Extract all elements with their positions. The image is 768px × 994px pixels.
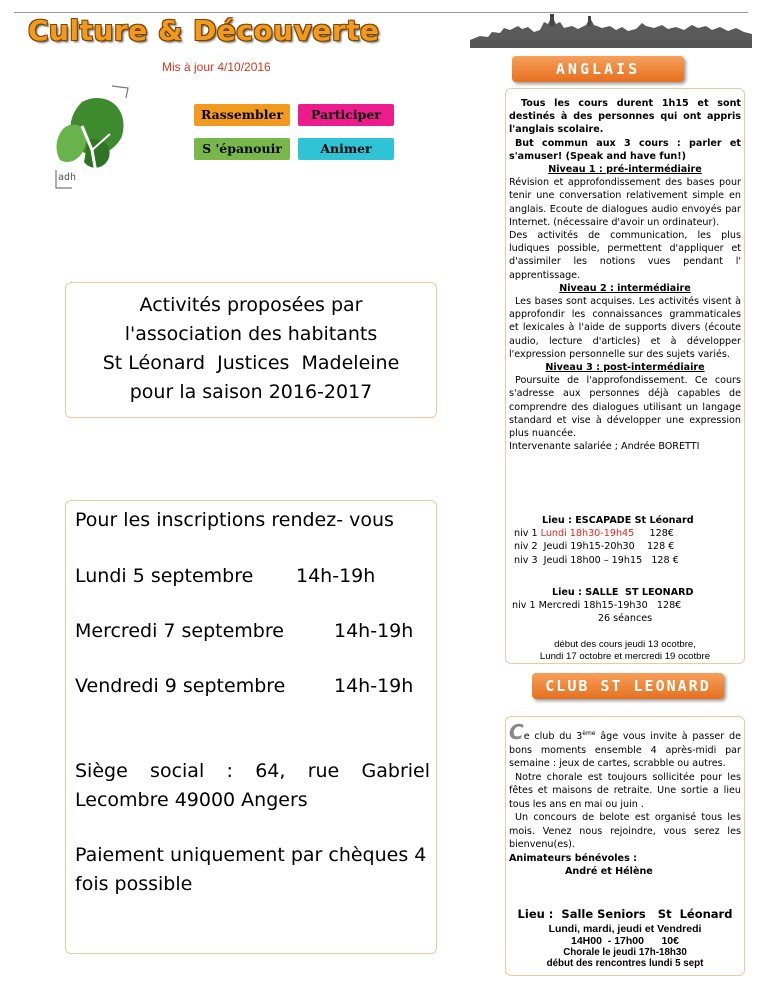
club-intro	[509, 720, 742, 771]
tag-rassembler: Rassembler	[194, 104, 290, 126]
club-horaires: 14H00 - 17h00 10€	[571, 935, 679, 947]
club-intro-a: e club du 3	[523, 731, 583, 742]
animateurs-label: Animateurs bénévoles :	[509, 852, 637, 864]
lieu-salle: Lieu : SALLE ST LEONARD	[552, 587, 694, 598]
niv2-row: niv 2 Jeudi 19h15-20h30 128 €	[514, 541, 675, 553]
city-skyline-image	[470, 10, 752, 48]
club-belote-text: Un concours de belote est organisé tous les mois. Venez nous rejoindre, vous serez les bienvenu(es).	[509, 812, 741, 850]
club-box	[505, 716, 745, 976]
siege-social: Siège social : 64, rue Gabriel Lecombre 49000 Angers	[75, 760, 430, 811]
club-lieu: Lieu : Salle Seniors St Léonard	[517, 907, 733, 921]
club-chorale-text: Notre chorale est toujours sollicitée pour les fêtes et maisons de retraite. Une sortie a lieu tous les ans en mai ou juin .	[509, 771, 741, 810]
anglais-title: ANGLAIS	[512, 56, 684, 82]
niv1-label: niv 1	[514, 528, 538, 540]
niv3-row: niv 3 Jeudi 18h00 – 19h15 128 €	[514, 554, 679, 566]
intro-box	[65, 282, 437, 418]
anglais-intro-2: But commun aux 3 cours : parler et s'amuser! (Speak and have fun!)	[509, 137, 741, 162]
inscription-day-3: Vendredi 9 septembre	[75, 675, 286, 697]
club-intro-sup: ème	[582, 729, 596, 737]
club-chorale-hours: Chorale le jeudi 17h-18h30	[563, 947, 687, 958]
logo-lettering: adh	[58, 172, 77, 183]
niv1-time: Lundi 18h30-19h45	[540, 528, 635, 540]
niv1-row	[506, 527, 744, 540]
inscription-day-1: Lundi 5 septembre	[75, 565, 254, 587]
anglais-intro: Tous les cours durent 1h15 et sont destinés à des personnes qui ont appris l'anglais scolaire.	[509, 98, 741, 136]
inscription-hours-2: 14h-19h	[334, 620, 414, 642]
debut-cours-2: Lundi 17 octobre et mercredi 19 ocotbre	[539, 651, 711, 662]
niveau-1-text-2: Des activités de communication, les plus ludiques possible, permettent d'appliquer et d'assimiler les notions vues pendant l' apprentissage.	[509, 230, 741, 281]
niveau-1-title: Niveau 1 : pré-intermédiaire	[548, 164, 702, 176]
club-jours: Lundi, mardi, jeudi et Vendredi	[548, 923, 702, 935]
club-intro-b: âge vous invite à passer de bons moments ensemble 4 après-midi par semaine : jeux de cartes, scrabble ou autres.	[509, 731, 742, 769]
update-date: Mis à jour 4/10/2016	[162, 60, 271, 74]
anglais-box	[505, 88, 745, 664]
inscription-hours-1: 14h-19h	[296, 565, 376, 587]
club-debut: début des rencontres lundi 5 sept	[546, 958, 704, 969]
niveau-2-text: Les bases sont acquises. Les activités visent à approfondir les connaissances grammaticales et lexicales à l'aide de supports divers (écoute audio, lecture d'articles) et à développer l'expression personnelle sur des sujets variés.	[509, 296, 741, 360]
intro-line-2: l'association des habitants	[124, 323, 378, 345]
inscription-day-2: Mercredi 7 septembre	[75, 620, 284, 642]
paiement-info: Paiement uniquement par chèques 4 fois possible	[75, 844, 427, 895]
tag-animer: Animer	[298, 138, 394, 160]
intro-line-4: pour la saison 2016-2017	[129, 381, 373, 403]
niveau-2-title: Niveau 2 : intermédiaire	[559, 282, 691, 294]
debut-cours-1: début des cours jeudi 13 ocotbre,	[554, 639, 696, 650]
niveau-3-text: Poursuite de l'approfondissement. Ce cours s'adresse aux personnes déjà capables de comprendre des dialogues utilisant un langage standard et vise à développer une expression plus nuancée.	[509, 375, 741, 440]
tag-participer: Participer	[298, 104, 394, 126]
animateurs-names: André et Hélène	[565, 866, 653, 877]
inscriptions-heading: Pour les inscriptions rendez- vous	[75, 509, 394, 531]
page-title: Culture & Découverte	[28, 14, 380, 47]
intro-line-1: Activités proposées par	[139, 294, 363, 316]
seances: 26 séances	[597, 613, 653, 625]
niveau-1-text: Révision et approfondissement des bases pour tenir une conversation relativement simple en anglais. Ecoute de dialogues audio envoyés par Internet. (nécessaire d'avoir un ordinateur).	[509, 177, 741, 228]
niv1b-row: niv 1 Mercredi 18h15-19h30 128€	[512, 600, 682, 612]
intervenante: Intervenante salariée ; Andrée BORETTI	[509, 441, 700, 453]
niveau-3-title: Niveau 3 : post-intermédiaire	[545, 362, 705, 374]
tag-epanouir: S 'épanouir	[194, 138, 290, 160]
inscription-hours-3: 14h-19h	[334, 675, 414, 697]
intro-line-3: St Léonard Justices Madeleine	[102, 352, 400, 374]
club-title: CLUB ST LEONARD	[532, 673, 724, 699]
adh-logo	[52, 80, 142, 190]
inscriptions-box	[65, 500, 437, 954]
drop-cap: C	[509, 720, 524, 744]
lieu-escapade: Lieu : ESCAPADE St Léonard	[542, 515, 694, 526]
niv1-price: 128€	[649, 528, 674, 540]
